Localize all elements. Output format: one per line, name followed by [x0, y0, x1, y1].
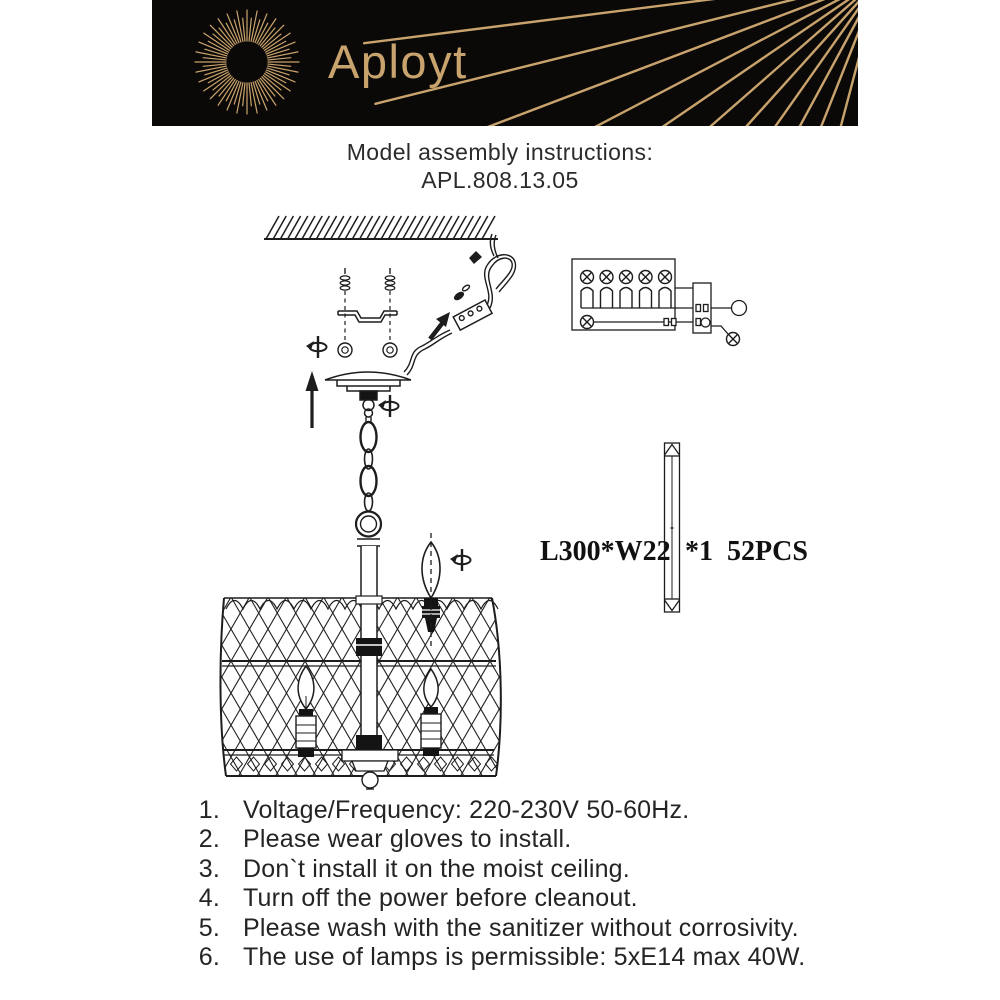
rotate-screw-icon — [450, 549, 471, 571]
rotate-screw-icon — [306, 336, 327, 358]
item-number: 6. — [198, 943, 220, 972]
crystal-strip-part — [665, 443, 680, 612]
page-title: Model assembly instructions: — [346, 139, 654, 165]
list-item — [194, 796, 874, 825]
rotate-screw-icon — [378, 395, 399, 417]
item-number: 5. — [198, 913, 220, 942]
instruction-list — [194, 796, 874, 972]
mounting-hardware — [338, 268, 397, 357]
up-arrow-icon — [306, 371, 319, 428]
list-item — [194, 914, 874, 943]
candle-bulb-right — [421, 669, 441, 756]
item-text: Don`t install it on the moist ceiling. — [243, 854, 630, 883]
ceiling-hatch — [264, 216, 498, 239]
brand-name: Aployt — [328, 35, 468, 88]
list-item — [194, 943, 874, 972]
list-item — [194, 855, 874, 884]
item-number: 2. — [198, 825, 220, 854]
item-number: 4. — [198, 884, 220, 913]
item-text: Voltage/Frequency: 220-230V 50-60Hz. — [243, 796, 690, 824]
wiring-schematic — [572, 259, 747, 346]
part-quantity-label: *1 52PCS — [685, 536, 808, 567]
model-number: APL.808.13.05 — [421, 167, 579, 193]
item-text: Turn off the power before cleanout. — [243, 884, 638, 913]
item-text: The use of lamps is permissible: 5xE14 max 40W. — [243, 943, 806, 972]
ceiling-canopy — [325, 372, 411, 417]
list-item — [194, 884, 874, 913]
item-number: 1. — [198, 796, 220, 824]
candle-bulb-left — [296, 666, 316, 757]
list-item — [194, 825, 874, 854]
item-text: Please wear gloves to install. — [243, 825, 572, 854]
hanging-chain — [356, 417, 381, 546]
part-dimensions-label: L300*W22 — [540, 536, 671, 567]
wiring-cable — [404, 234, 516, 375]
item-number: 3. — [198, 854, 220, 883]
item-text: Please wash with the sanitizer without corrosivity. — [243, 913, 799, 942]
